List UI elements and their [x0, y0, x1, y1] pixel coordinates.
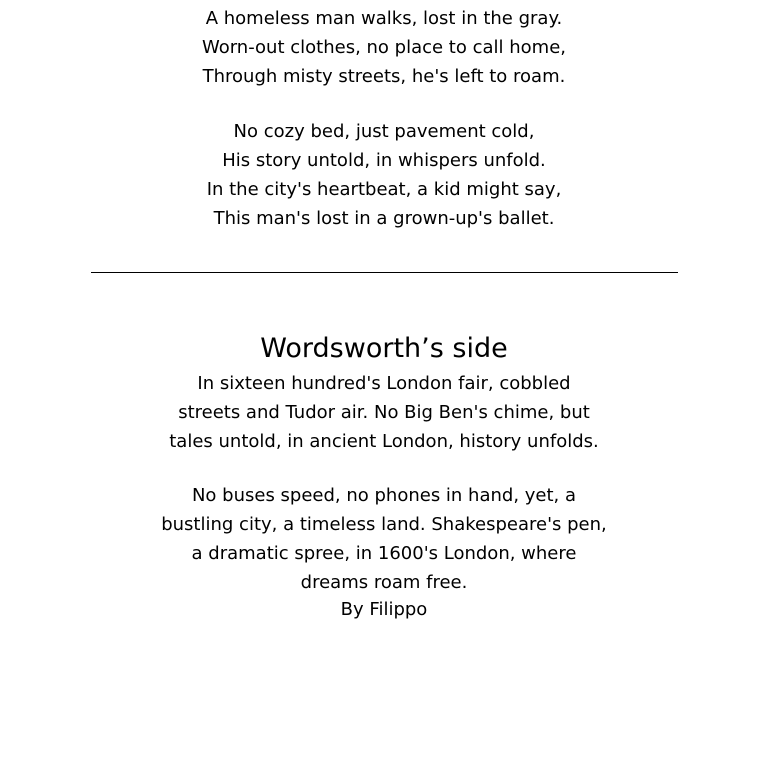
poem-2-title: Wordsworth’s side: [260, 333, 508, 364]
poem-line: In sixteen hundred's London fair, cobbled: [197, 373, 571, 394]
poem-line: tales untold, in ancient London, history unfolds.: [169, 431, 599, 452]
poem-line: A homeless man walks, lost in the gray.: [205, 8, 563, 29]
poem-2-stanza-1: [0, 369, 768, 456]
poem-line: a dramatic spree, in 1600's London, where: [191, 543, 577, 564]
poem-line: dreams roam free.: [300, 572, 468, 593]
author-signature: By Filippo: [340, 599, 428, 620]
poem-line: His story untold, in whispers unfold.: [222, 150, 546, 171]
poem-2-stanza-2: [0, 481, 768, 597]
section-divider: [91, 272, 678, 273]
poem-line: This man's lost in a grown-up's ballet.: [213, 208, 555, 229]
poem-1-stanza-2: [0, 117, 768, 233]
poem-line: In the city's heartbeat, a kid might say,: [206, 179, 562, 200]
poem-1-stanza-1: [0, 4, 768, 91]
poem-line: No cozy bed, just pavement cold,: [233, 121, 535, 142]
poem-line: No buses speed, no phones in hand, yet, a: [191, 485, 577, 506]
poem-line: Through misty streets, he's left to roam.: [202, 66, 566, 87]
poem-line: bustling city, a timeless land. Shakespeare's pen,: [161, 514, 607, 535]
poem-line: streets and Tudor air. No Big Ben's chime, but: [178, 402, 590, 423]
poem-line: Worn-out clothes, no place to call home,: [201, 37, 567, 58]
